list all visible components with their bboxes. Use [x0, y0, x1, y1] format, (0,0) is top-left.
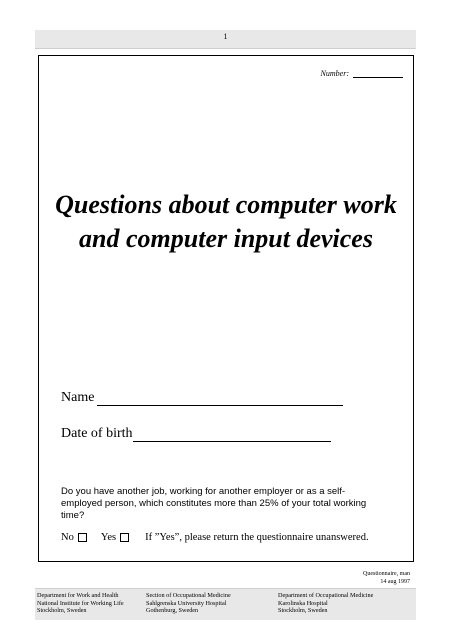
name-input-line[interactable]	[97, 391, 343, 406]
date-of-birth-label: Date of birth	[61, 426, 133, 441]
footer-col3-line1: Department of Occupational Medicine	[278, 592, 374, 599]
footer-col1-line2: National Institute for Working Life	[37, 599, 124, 607]
footer-column-1	[37, 592, 124, 615]
title-line-2: and computer input devices	[79, 224, 373, 253]
footer-bar	[35, 588, 416, 620]
no-option	[61, 532, 87, 543]
yes-label: Yes	[100, 532, 117, 543]
number-label: Number:	[320, 69, 349, 78]
page-number: 1	[223, 32, 228, 41]
no-checkbox[interactable]	[78, 533, 87, 542]
header-bar	[35, 30, 416, 49]
footer-col2-line2: Sahlgrenska University Hospital	[146, 599, 227, 607]
yes-checkbox[interactable]	[120, 533, 129, 542]
date-of-birth-input-line[interactable]	[133, 427, 331, 442]
questionnaire-ref-line-2: 14 aug 1997	[380, 579, 410, 585]
title-line-1: Questions about computer work	[55, 190, 397, 219]
other-job-question: Do you have another job, working for another employer or as a self-employed person, which constitutes more than 25% of your total working time?	[61, 486, 367, 521]
footer-col3-line2: Karolinska Hospital	[278, 599, 328, 607]
name-label: Name	[61, 390, 95, 405]
footer-col2-line3: Gothenburg, Sweden	[146, 607, 199, 615]
name-field	[61, 390, 343, 406]
no-label: No	[61, 532, 74, 543]
page-title	[39, 188, 413, 256]
footer-column-2	[146, 592, 231, 615]
footer-col1-line1: Department for Work and Health	[37, 592, 119, 599]
questionnaire-reference	[363, 570, 410, 586]
footer-col1-line3: Stockholm, Sweden	[37, 607, 87, 615]
number-input-line[interactable]	[353, 69, 403, 78]
footer-col2-line1: Section of Occupational Medicine	[146, 592, 231, 599]
date-of-birth-field	[61, 426, 331, 442]
number-field	[321, 69, 403, 78]
footer-col3-line3: Stockholm, Sweden	[278, 607, 328, 615]
yes-option	[101, 532, 129, 543]
yes-instruction: If ”Yes”, please return the questionnaire unanswered.	[145, 532, 369, 543]
questionnaire-frame	[38, 55, 414, 562]
footer-column-3	[278, 592, 373, 615]
answer-row	[61, 532, 369, 543]
questionnaire-ref-line-1: Questionnaire, man	[363, 571, 410, 577]
